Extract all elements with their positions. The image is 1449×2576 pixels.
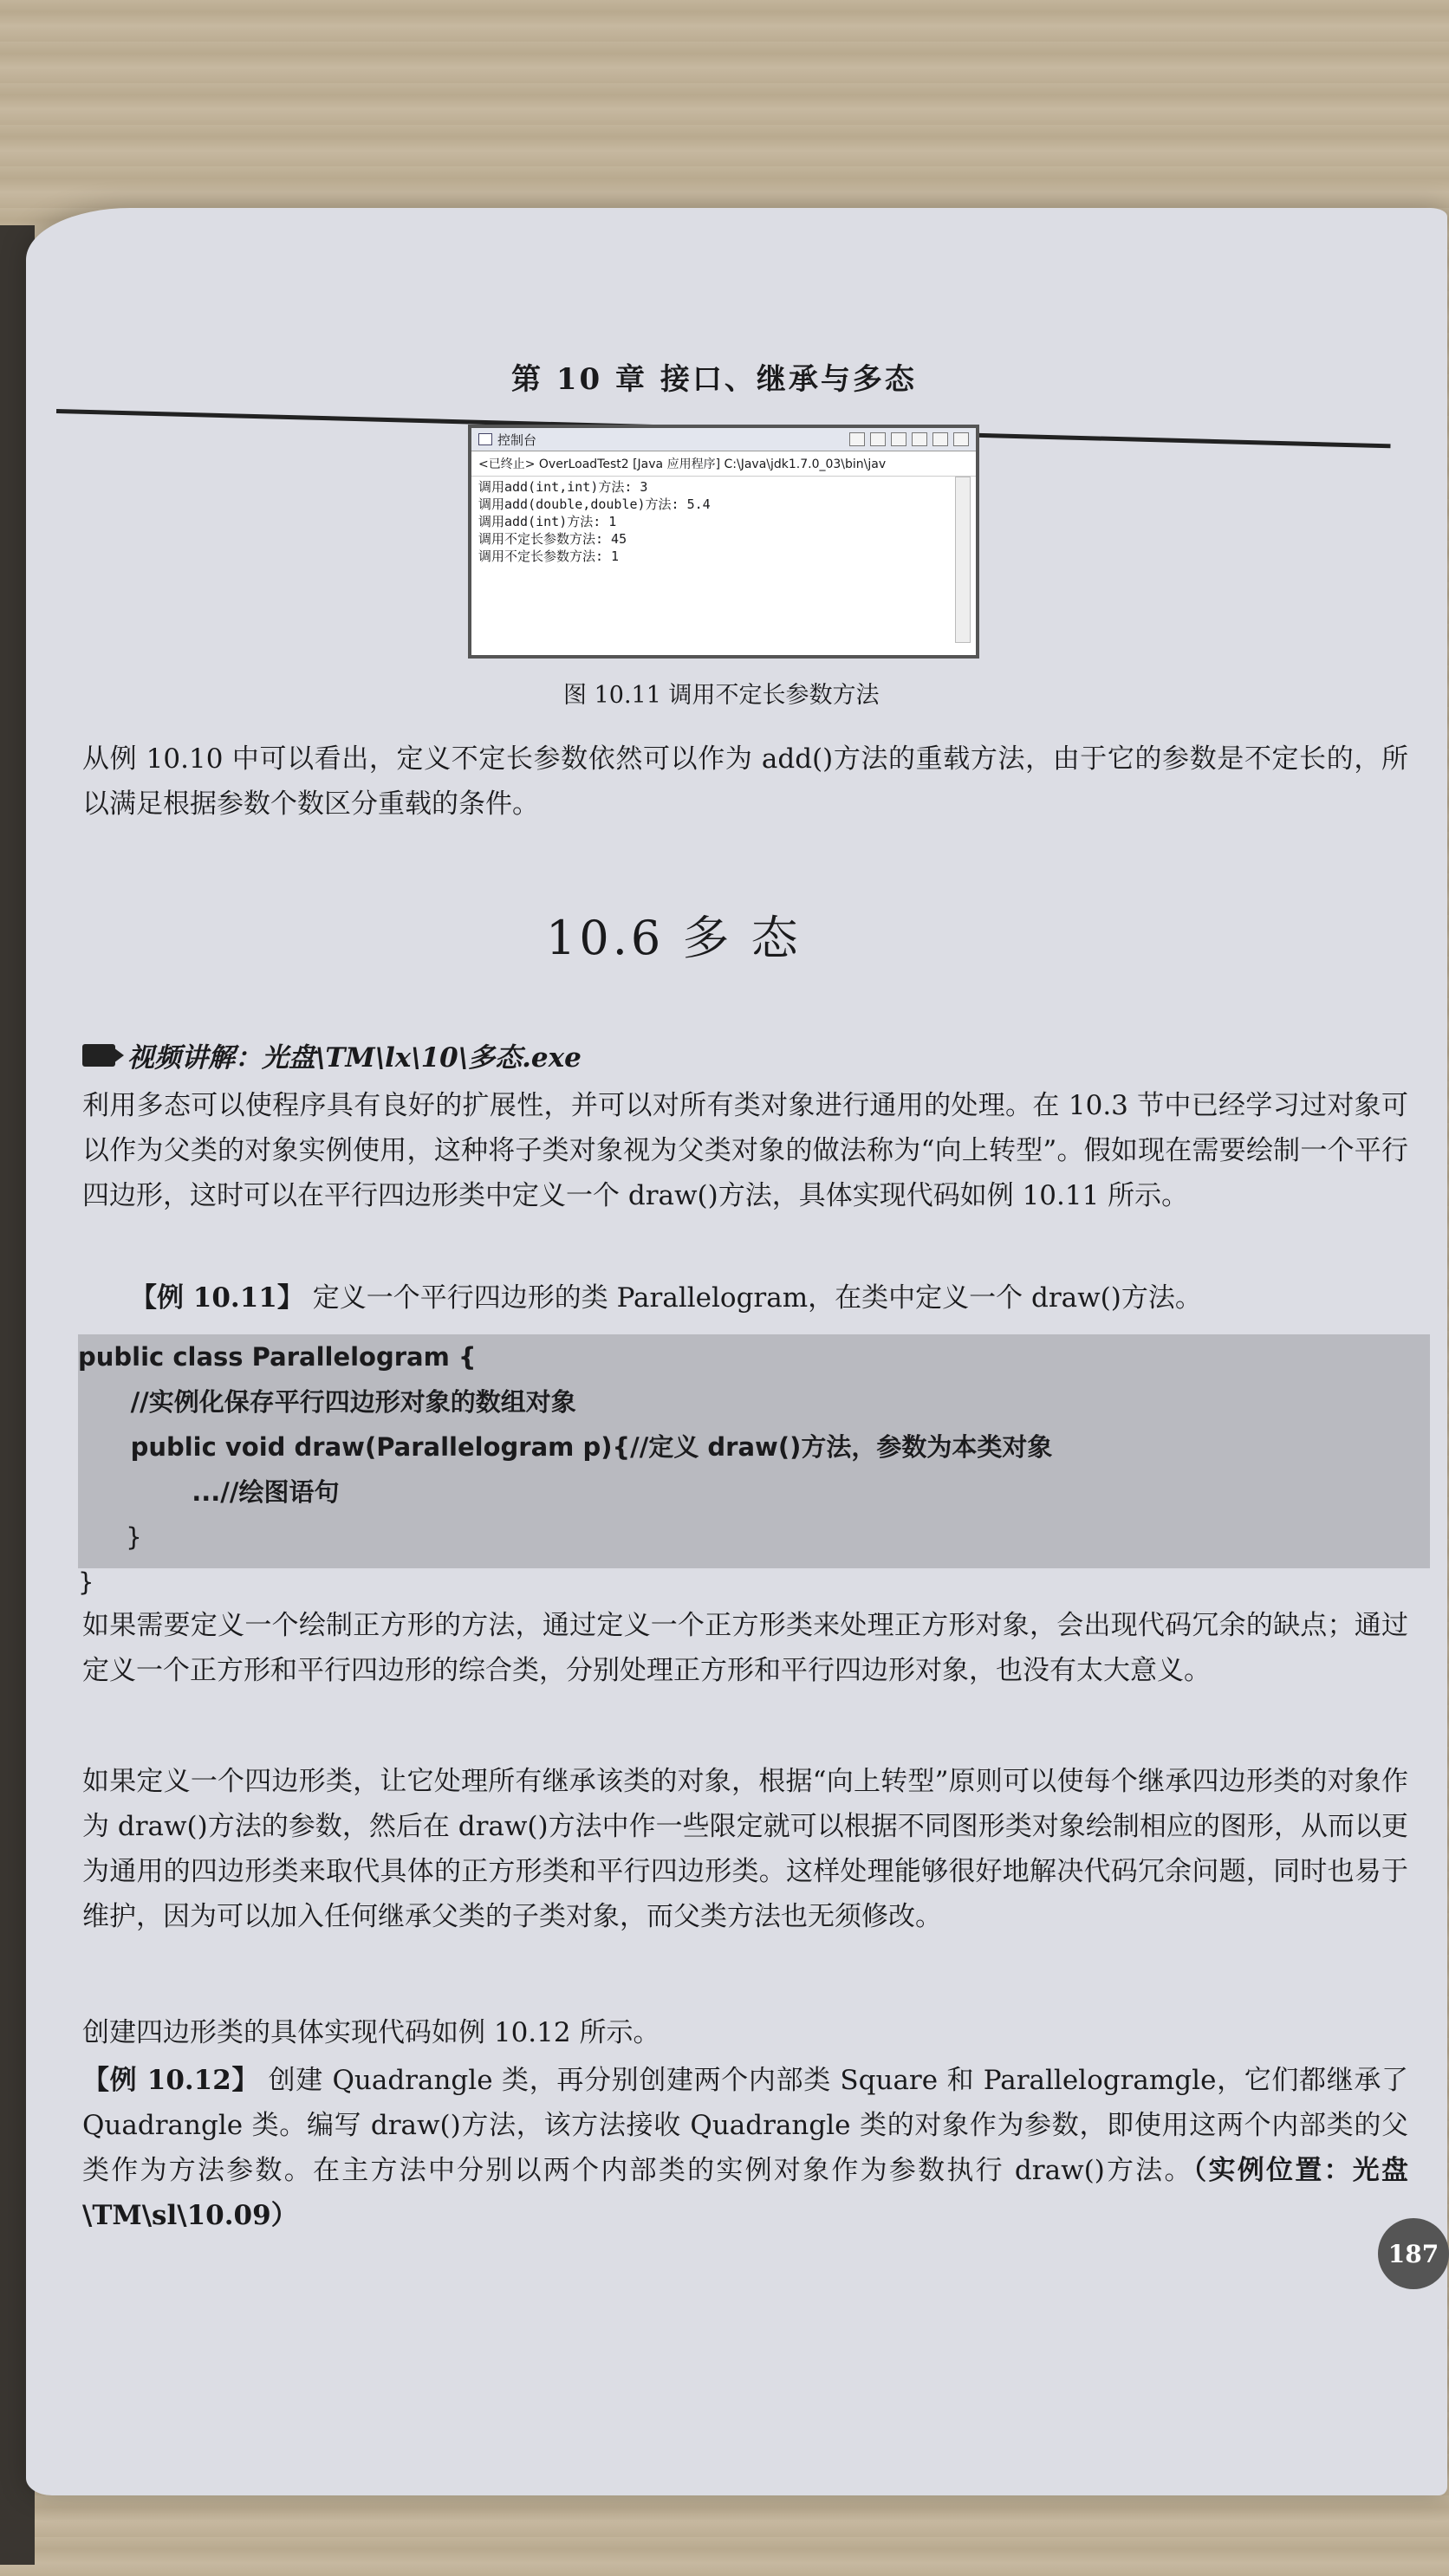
stop-icon <box>870 432 886 446</box>
code-line: //实例化保存平行四边形对象的数组对象 <box>78 1387 576 1417</box>
example-label: 【例 10.11】 <box>130 1282 304 1314</box>
clear-icon <box>849 432 865 446</box>
page-number: 187 <box>1378 2218 1449 2289</box>
paragraph: 利用多态可以使程序具有良好的扩展性，并可以对所有类对象进行通用的处理。在 10.3 节中已经学习过对象可以作为父类的对象实例使用，这种将子类对象视为父类对象的做法称为“向上转型”。假如现在需要绘制一个平行四边形，这时可以在平行四边形类中定义一个 draw()方法，具体实现代码如例 10.11 所示。 <box>82 1090 1408 1211</box>
console-screenshot <box>468 425 979 659</box>
example-paragraph <box>82 2058 1408 2238</box>
scroll-lock-icon <box>912 432 927 446</box>
example-heading <box>130 1275 1430 1314</box>
video-camera-icon <box>82 1044 115 1067</box>
book-page <box>26 208 1447 2495</box>
console-icon <box>478 433 492 445</box>
example-location: （实例位置：光盘\TM\sl\10.09） <box>82 2155 1409 2231</box>
video-lecture <box>82 1035 582 1074</box>
video-label: 视频讲解：光盘\TM\lx\10\多态.exe <box>127 1042 582 1074</box>
chapter-header: 第 10 章 接口、继承与多态 <box>511 362 917 397</box>
console-line: 调用add(int)方法: 1 <box>478 514 617 529</box>
code-line: } <box>78 1567 94 1597</box>
console-tabbar <box>471 428 976 451</box>
code-line: public void draw(Parallelogram p){//定义 draw()方法，参数为本类对象 <box>78 1432 1053 1462</box>
example-text: 定义一个平行四边形的类 Parallelogram，在类中定义一个 draw()方法。 <box>303 1282 1202 1314</box>
code-block <box>78 1334 1430 1597</box>
paragraph: 如果定义一个四边形类，让它处理所有继承该类的对象，根据“向上转型”原则可以使每个继承四边形类的对象作为 draw()方法的参数，然后在 draw()方法中作一些限定就可以根据不同图形类对象绘制相应的图形，从而以更为通用的四边形类来取代具体的正方形类和平行四边形类。这样处理能够很好地解决代码冗余问题，同时也易于维护，因为可以加入任何继承父类的子类对象，而父类方法也无须修改。 <box>82 1766 1408 1932</box>
code-line: } <box>78 1522 142 1552</box>
section-title: 10.6 多 态 <box>546 911 802 965</box>
code-line: public class Parallelogram { <box>78 1342 477 1372</box>
pin-icon <box>932 432 948 446</box>
console-line: 调用add(double,double)方法: 5.4 <box>478 496 711 512</box>
toolbar <box>849 432 969 446</box>
example-text: 创建 Quadrangle 类，再分别创建两个内部类 Square 和 Parallelogramgle，它们都继承了 Quadrangle 类。编写 draw()方法，该方法接收 Quadrangle 类的对象作为参数，即使用这两个内部类的父类作为方法参数。在主方法中分别以两个内部类的实例对象作为参数执行 draw()方法。 <box>82 2065 1408 2186</box>
terminated-line: <已终止> OverLoadTest2 [Java 应用程序] C:\Java\jdk1.7.0_03\bin\jav <box>471 451 976 477</box>
console-scrollbar <box>955 477 971 643</box>
figure-caption: 图 10.11 调用不定长参数方法 <box>563 682 880 709</box>
paragraph: 从例 10.10 中可以看出，定义不定长参数依然可以作为 add()方法的重载方法，由于它的参数是不定长的，所以满足根据参数个数区分重载的条件。 <box>82 743 1408 820</box>
code-line: ...//绘图语句 <box>78 1477 340 1507</box>
console-line: 调用不定长参数方法: 1 <box>478 548 620 564</box>
example-label: 【例 10.12】 <box>82 2065 260 2096</box>
console-line: 调用add(int,int)方法: 3 <box>478 479 648 495</box>
paragraph: 创建四边形类的具体实现代码如例 10.12 所示。 <box>82 2017 660 2048</box>
console-tab-label: 控制台 <box>497 431 537 448</box>
remove-icon <box>891 432 906 446</box>
menu-icon <box>953 432 969 446</box>
console-line: 调用不定长参数方法: 45 <box>478 531 627 547</box>
console-output <box>471 477 976 567</box>
paragraph: 如果需要定义一个绘制正方形的方法，通过定义一个正方形类来处理正方形对象，会出现代码冗余的缺点；通过定义一个正方形和平行四边形的综合类，分别处理正方形和平行四边形对象，也没有太大意义。 <box>82 1610 1408 1686</box>
